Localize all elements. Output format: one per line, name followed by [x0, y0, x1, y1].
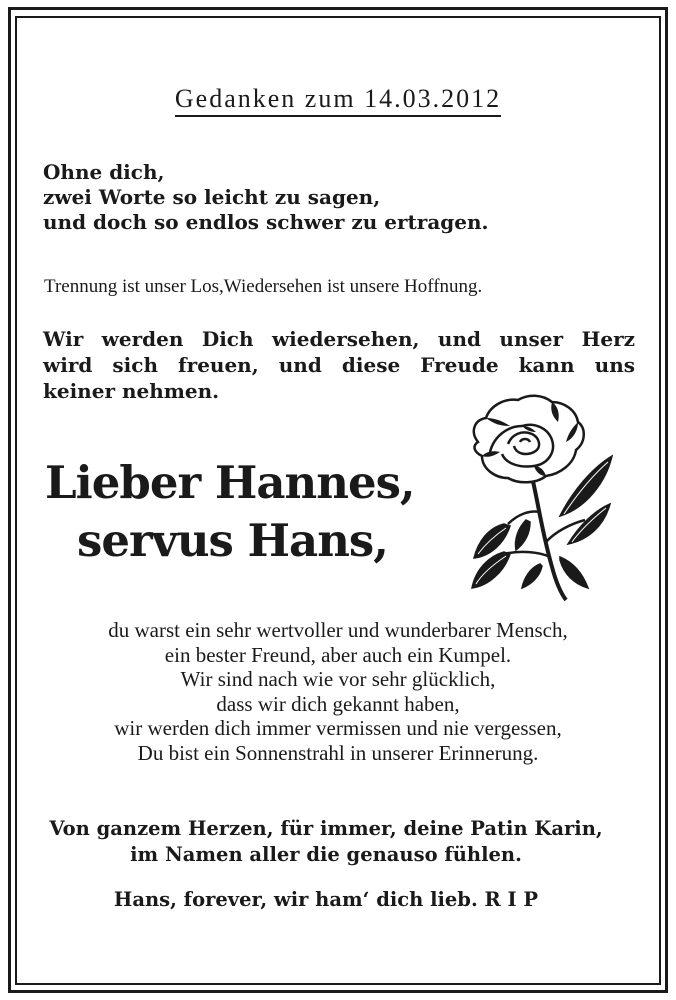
verse-line: Wir sind nach wie vor sehr glücklich, [180, 667, 496, 691]
wiedersehen-line: keiner nehmen. [43, 379, 220, 403]
page-title-text: Gedanken zum 14.03.2012 [175, 84, 501, 117]
verse-line: du warst ein sehr wertvoller und wunderbarer Mensch, [108, 618, 568, 642]
verse-line: wir werden dich immer vermissen und nie vergessen, [114, 716, 562, 740]
verse-block [0, 618, 676, 765]
page-title [0, 84, 676, 114]
intro-block [43, 160, 489, 235]
intro-line: und doch so endlos schwer zu ertragen. [43, 210, 489, 234]
intro-line: zwei Worte so leicht zu sagen, [43, 185, 381, 209]
closing-line: Von ganzem Herzen, für immer, deine Patin Karin, [49, 817, 603, 840]
name-line-2: servus Hans, [77, 514, 388, 567]
closing-line: im Namen aller die genauso fühlen. [130, 843, 522, 866]
trennung-line: Trennung ist unser Los,Wiedersehen ist unsere Hoffnung. [44, 276, 483, 297]
verse-line: dass wir dich gekannt haben, [216, 691, 460, 716]
verse-line: ein bester Freund, aber auch ein Kumpel. [164, 642, 512, 667]
rose-icon [460, 392, 615, 602]
verse-line: Du bist ein Sonnenstrahl in unserer Erinnerung. [137, 740, 539, 765]
closing-block [0, 816, 652, 868]
wiedersehen-line: Wir werden Dich wiedersehen, und unser Herz [43, 327, 635, 351]
name-line-1: Lieber Hannes, [45, 456, 415, 509]
final-line: Hans, forever, wir ham‘ dich lieb. R I P [113, 888, 539, 911]
wiedersehen-line: wird sich freuen, und diese Freude kann uns [43, 353, 635, 377]
intro-line: Ohne dich, [43, 160, 165, 184]
